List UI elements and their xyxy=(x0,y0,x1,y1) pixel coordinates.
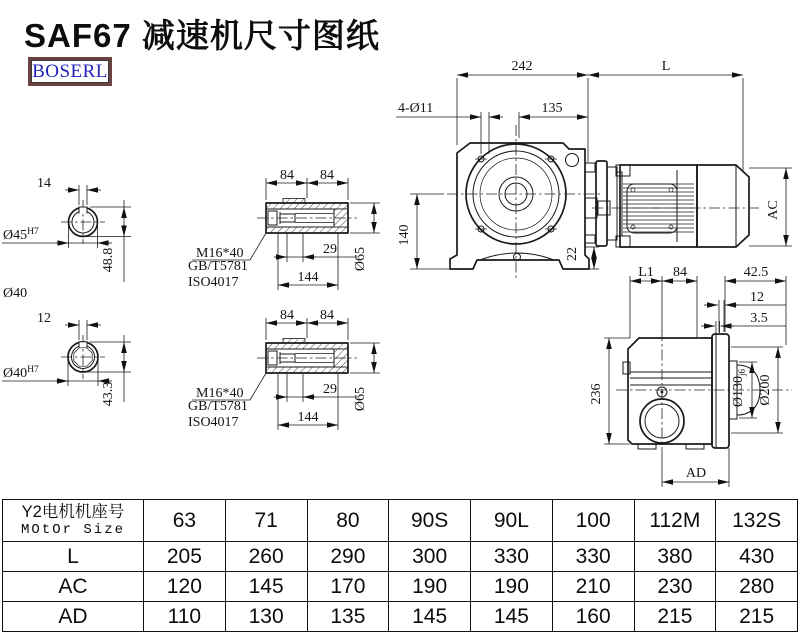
cell: 430 xyxy=(716,542,798,572)
bolt-standard-gb: GB/T5781 xyxy=(188,259,248,274)
dim-42-5: 42.5 xyxy=(743,265,769,280)
hollow-shaft-section-top xyxy=(188,168,380,290)
table-header-row xyxy=(3,500,798,542)
dim-d200: Ø200 xyxy=(758,374,773,406)
motor-size-header-en: MOtOr Size xyxy=(20,521,125,538)
cell: 160 xyxy=(552,602,634,632)
cell: 300 xyxy=(389,542,471,572)
dim-3-5: 3.5 xyxy=(750,311,768,326)
boserl-logo-text: BOSERL xyxy=(32,60,108,82)
dim-84: 84 xyxy=(673,265,687,280)
cell: 210 xyxy=(552,572,634,602)
cell: 330 xyxy=(552,542,634,572)
row-label: AD xyxy=(3,602,144,632)
cell: 280 xyxy=(716,572,798,602)
dim-d65: Ø65 xyxy=(353,246,368,272)
motor-size-header-cn: Y2电机机座号 xyxy=(21,502,125,521)
table-row-AC xyxy=(3,572,798,602)
page-title: SAF67 减速机尺寸图纸 xyxy=(24,17,380,54)
table-row-L xyxy=(3,542,798,572)
dim-L: L xyxy=(661,59,671,74)
col-header: 132S xyxy=(716,500,798,542)
fan-cover xyxy=(697,165,749,247)
dim-84-right: 84 xyxy=(320,308,334,323)
dim-AD: AD xyxy=(685,466,707,481)
leader-line xyxy=(250,233,266,260)
row-label: L xyxy=(3,542,144,572)
bolt-standard-iso: ISO4017 xyxy=(188,275,239,290)
base-arch xyxy=(480,253,554,260)
bolt-spec: M16*40 xyxy=(196,246,244,261)
cell: 290 xyxy=(307,542,389,572)
dim-12: 12 xyxy=(750,290,764,305)
motor-flange-plate xyxy=(712,334,729,448)
dim-29: 29 xyxy=(323,382,337,397)
bolt-standard-gb: GB/T5781 xyxy=(188,399,248,414)
dim-d130: $Ø130_{j6}$ xyxy=(731,368,747,408)
cell: 380 xyxy=(634,542,716,572)
dim-144: 144 xyxy=(297,270,319,285)
cell: 190 xyxy=(471,572,553,602)
dim-236: 236 xyxy=(589,383,604,405)
solid-shaft-section-top xyxy=(2,176,131,282)
dim-bore-d45: $Ø45^{H7}$ xyxy=(3,227,39,243)
top-view-gearbox-motor xyxy=(396,59,792,278)
cell: 260 xyxy=(225,542,307,572)
cell: 135 xyxy=(307,602,389,632)
dim-22: 22 xyxy=(565,247,580,261)
cell: 145 xyxy=(471,602,553,632)
motor-body xyxy=(620,165,697,247)
cell: 205 xyxy=(144,542,226,572)
dim-height-43-3: 43.3 xyxy=(101,381,116,407)
dim-bore-d40: $Ø40^{H7}$ xyxy=(3,365,39,381)
cell: 330 xyxy=(471,542,553,572)
dim-key-width: 12 xyxy=(37,311,51,326)
side-view-gearbox xyxy=(589,265,792,487)
cell: 110 xyxy=(144,602,226,632)
cell: 145 xyxy=(389,602,471,632)
table-row-AD xyxy=(3,602,798,632)
dim-144: 144 xyxy=(297,410,319,425)
dim-29: 29 xyxy=(323,242,337,257)
col-header: 63 xyxy=(144,500,226,542)
col-header: 71 xyxy=(225,500,307,542)
cell: 130 xyxy=(225,602,307,632)
bolt-standard-iso: ISO4017 xyxy=(188,415,239,430)
row-label: AC xyxy=(3,572,144,602)
leader-line xyxy=(250,373,266,400)
housing-eye-hole xyxy=(566,154,579,167)
bolt-spec: M16*40 xyxy=(196,386,244,401)
dim-AC: AC xyxy=(766,200,781,220)
motor-size-header xyxy=(3,500,144,542)
solid-shaft-section-bottom xyxy=(2,311,131,406)
dim-84-right: 84 xyxy=(320,168,334,183)
cell: 215 xyxy=(716,602,798,632)
cell: 190 xyxy=(389,572,471,602)
dimension-table xyxy=(2,499,798,632)
cell: 215 xyxy=(634,602,716,632)
col-header: 100 xyxy=(552,500,634,542)
dim-4-d11: 4-Ø11 xyxy=(398,101,434,116)
col-header: 80 xyxy=(307,500,389,542)
dim-135: 135 xyxy=(541,101,563,116)
dim-key-width: 14 xyxy=(37,176,51,191)
col-header: 90S xyxy=(389,500,471,542)
dim-242: 242 xyxy=(511,59,533,74)
dim-d65: Ø65 xyxy=(353,386,368,412)
hollow-shaft-section-bottom xyxy=(188,308,380,430)
dim-84-left: 84 xyxy=(280,308,294,323)
cell: 170 xyxy=(307,572,389,602)
dim-84-left: 84 xyxy=(280,168,294,183)
col-header: 112M xyxy=(634,500,716,542)
dim-140: 140 xyxy=(397,224,412,246)
cell: 145 xyxy=(225,572,307,602)
technical-drawing xyxy=(0,50,800,500)
col-header: 90L xyxy=(471,500,553,542)
dim-L1: L1 xyxy=(638,265,654,280)
cell: 230 xyxy=(634,572,716,602)
dim-height-48-8: 48.8 xyxy=(101,247,116,273)
shaft-diameter-label: Ø40 xyxy=(3,286,28,301)
cell: 120 xyxy=(144,572,226,602)
